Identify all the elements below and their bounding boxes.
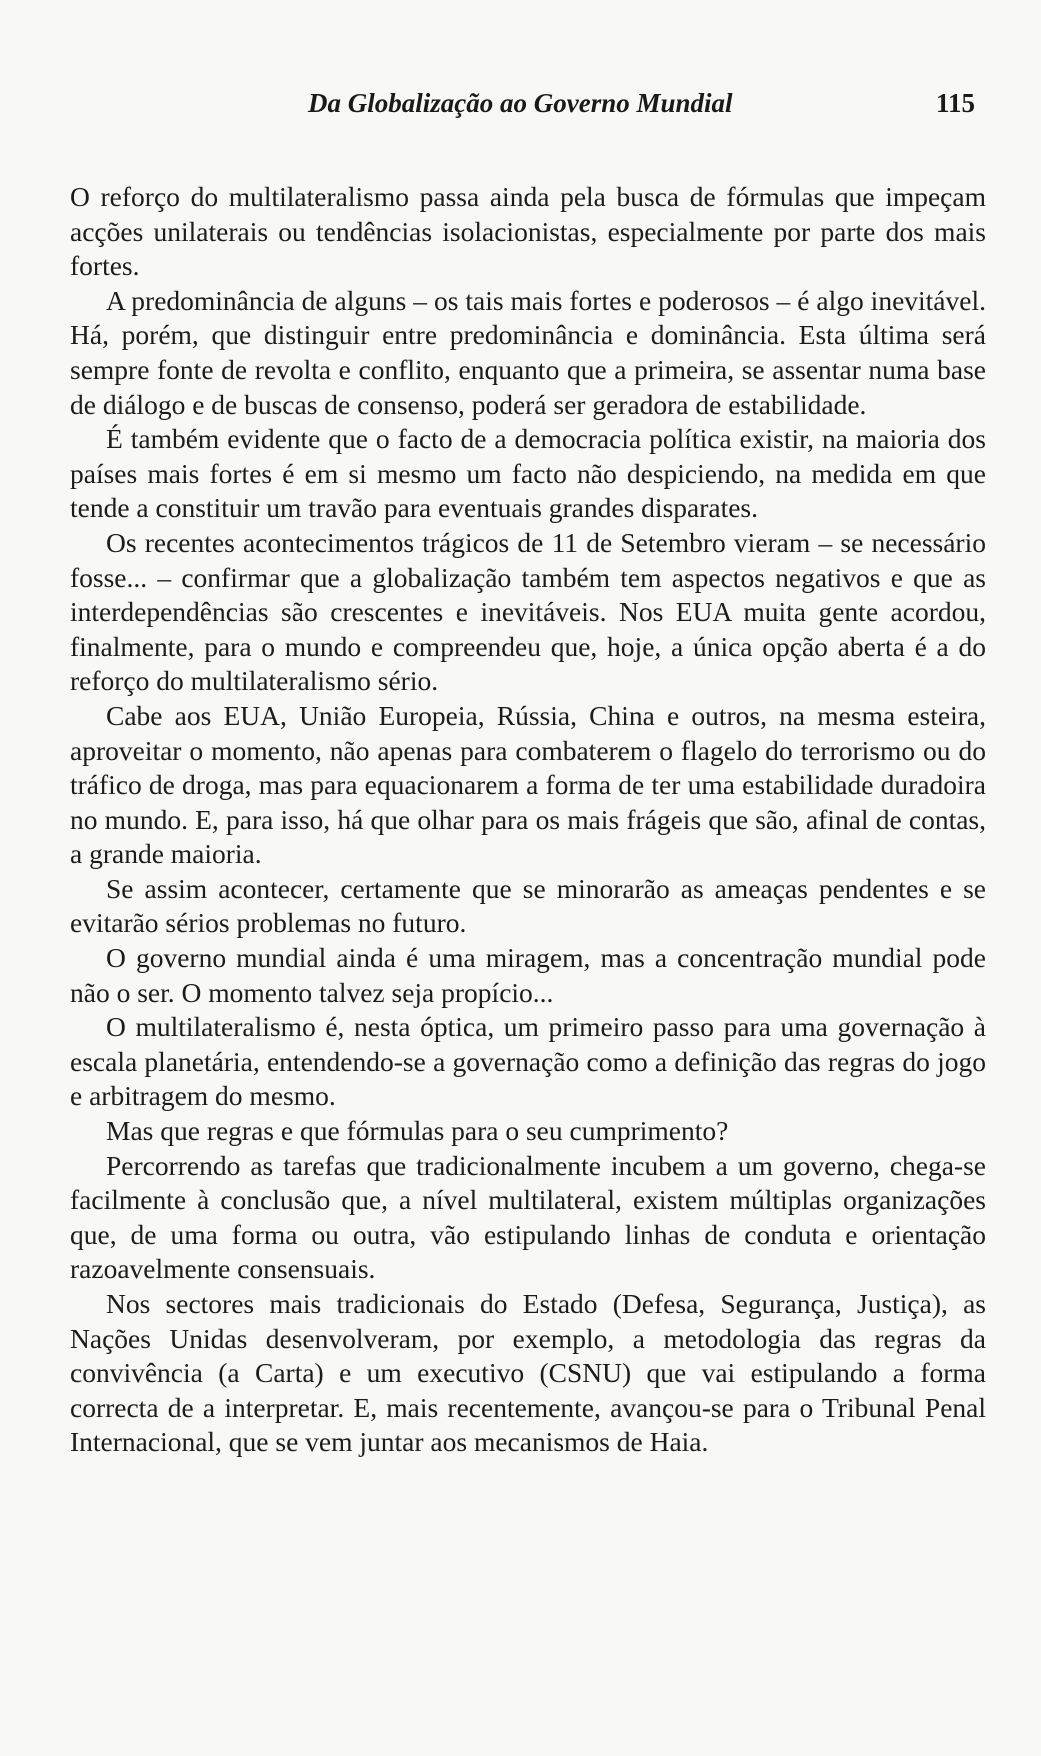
paragraph: Percorrendo as tarefas que tradicionalmente incubem a um governo, chega-se facilmente à conclusão que, a nível multilateral, existem múltiplas organizações que, de uma forma ou outra, vão estipulando linhas de conduta e orientação razoavelmente consensuais. <box>70 1149 986 1285</box>
paragraph: Os recentes acontecimentos trágicos de 11 de Setembro vieram – se necessário fosse... – confirmar que a globalização também tem aspectos negativos e que as interdependências são crescentes e inevitáveis. Nos EUA muita gente acordou, finalmente, para o mundo e compreendeu que, hoje, a única opção aberta é a do reforço do multilateralismo sério. <box>70 526 986 697</box>
running-title: Da Globalização ao Governo Mundial <box>308 88 733 118</box>
paragraph: Mas que regras e que fórmulas para o seu cumprimento? <box>106 1115 729 1147</box>
running-header <box>0 88 1041 128</box>
paragraph: Se assim acontecer, certamente que se minorarão as ameaças pendentes e se evitarão sérios problemas no futuro. <box>70 872 986 939</box>
paragraph: É também evidente que o facto de a democracia política existir, na maioria dos países mais fortes é em si mesmo um facto não despiciendo, na medida em que tende a constituir um travão para eventuais grandes disparates. <box>70 423 986 524</box>
page-number: 115 <box>936 88 976 118</box>
paragraph: O multilateralismo é, nesta óptica, um primeiro passo para uma governação à escala planetária, entendendo-se a governação como a definição das regras do jogo e arbitragem do mesmo. <box>70 1011 986 1112</box>
paragraph: O governo mundial ainda é uma miragem, mas a concentração mundial pode não o ser. O momento talvez seja propício... <box>70 942 986 1008</box>
paragraph: O reforço do multilateralismo passa ainda pela busca de fórmulas que impeçam acções unilaterais ou tendências isolacionistas, especialmente por parte dos mais fortes. <box>70 181 986 282</box>
paragraph: Cabe aos EUA, União Europeia, Rússia, China e outros, na mesma esteira, aproveitar o momento, não apenas para combaterem o flagelo do terrorismo ou do tráfico de droga, mas para equacionarem a forma de ter uma estabilidade duradoira no mundo. E, para isso, há que olhar para os mais frágeis que são, afinal de contas, a grande maioria. <box>70 699 986 870</box>
paragraph: Nos sectores mais tradicionais do Estado (Defesa, Segurança, Justiça), as Nações Unidas desenvolveram, por exemplo, a metodologia das regras da convivência (a Carta) e um executivo (CSNU) que vai estipulando a forma correcta de a interpretar. E, mais recentemente, avançou-se para o Tribunal Penal Internacional, que se vem juntar aos mecanismos de Haia. <box>70 1288 986 1458</box>
paragraph: A predominância de alguns – os tais mais fortes e poderosos – é algo inevitável. Há, porém, que distinguir entre predominância e dominância. Esta última será sempre fonte de revolta e conflito, enquanto que a primeira, se assentar numa base de diálogo e de buscas de consenso, poderá ser geradora de estabilidade. <box>70 284 986 420</box>
body-text <box>70 180 986 1460</box>
